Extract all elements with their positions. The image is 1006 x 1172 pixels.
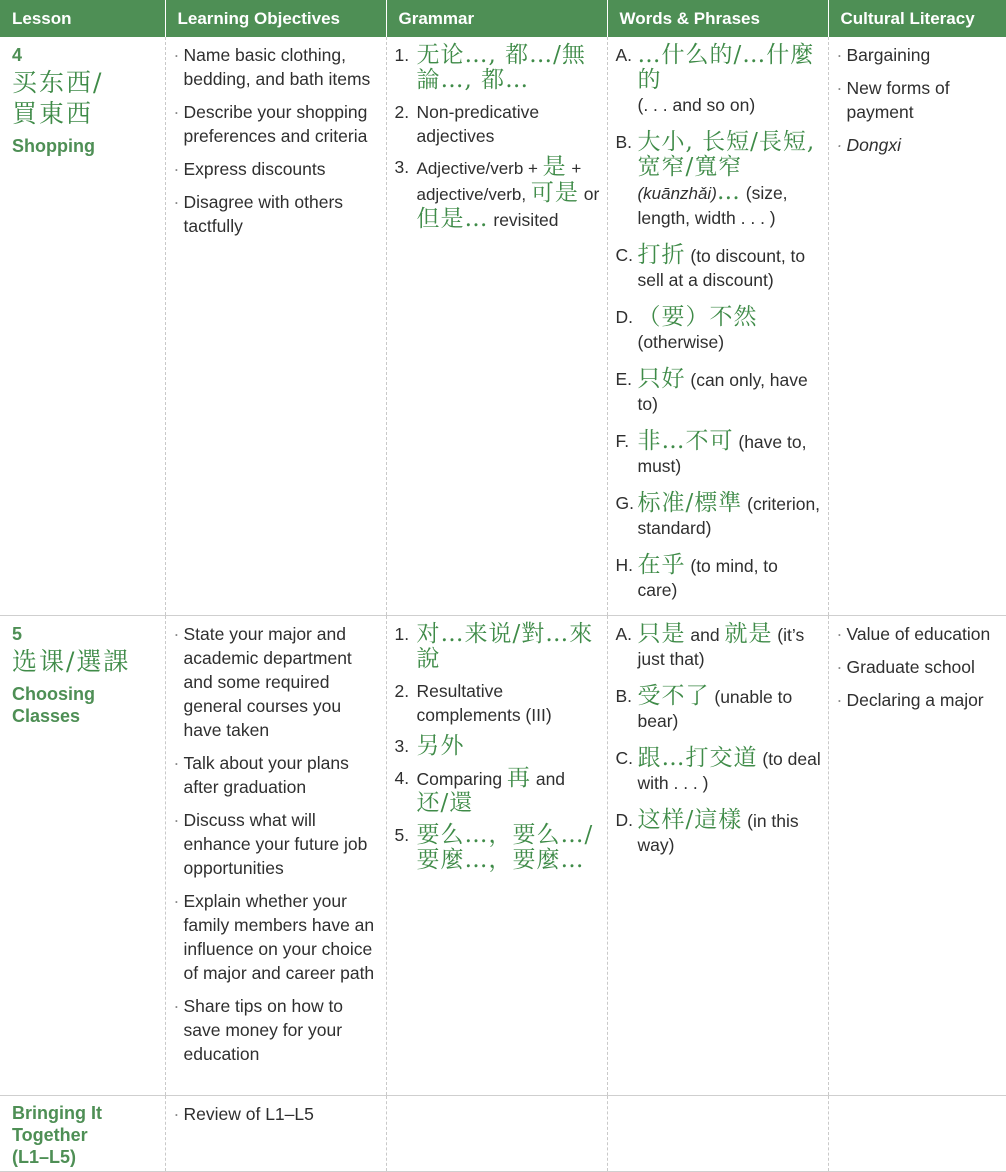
- objectives-cell: [165, 1096, 386, 1172]
- list-item: · Talk about your plans after graduation: [174, 751, 380, 799]
- lesson-chinese-title: 买东西/買東西: [12, 68, 104, 128]
- list-item: · Bargaining: [837, 43, 1001, 67]
- grammar-cell: [386, 616, 607, 1096]
- list-item: · Graduate school: [837, 655, 1001, 679]
- list-item: · State your major and academic department and some required general courses you have taken: [174, 622, 380, 742]
- lesson-number: 4: [12, 45, 23, 65]
- word-item: H. 在乎 (to mind, to care): [615, 552, 778, 600]
- word-item: C. 打折 (to discount, to sell at a discount): [615, 242, 806, 290]
- header-culture: Cultural Literacy: [828, 0, 1006, 37]
- words-cell: [607, 37, 828, 616]
- list-item: · Disagree with others tactfully: [174, 190, 380, 238]
- word-item: B. 受不了 (unable to bear): [615, 683, 793, 731]
- table-row: [0, 616, 1006, 1096]
- list-item: · Declaring a major: [837, 688, 1001, 712]
- lesson-english-title: Choosing Classes: [12, 684, 95, 726]
- grammar-item: 3. Adjective/verb + 是 + adjective/verb, 可是 or 但是… revisited: [394, 154, 600, 232]
- objectives-cell: [165, 37, 386, 616]
- list-item: · Describe your shopping preferences and criteria: [174, 100, 380, 148]
- grammar-item: 2. Resultative complements (III): [394, 681, 552, 725]
- lesson-number: 5: [12, 624, 23, 644]
- lesson-cell: [0, 1096, 165, 1172]
- list-item: · Share tips on how to save money for your education: [174, 994, 380, 1066]
- culture-cell: [828, 37, 1006, 616]
- header-objectives: Learning Objectives: [165, 0, 386, 37]
- lesson-cell: [0, 37, 165, 616]
- table-row: [0, 37, 1006, 616]
- words-cell: [607, 1096, 828, 1172]
- word-item: A. …什么的/…什麼的 (. . . and so on): [615, 42, 815, 115]
- grammar-cell: [386, 37, 607, 616]
- culture-cell: [828, 1096, 1006, 1172]
- list-item: · Dongxi: [837, 133, 1001, 157]
- words-cell: [607, 616, 828, 1096]
- lesson-english-title: Bringing It Together (L1–L5): [12, 1103, 102, 1167]
- list-item: · Discuss what will enhance your future job opportunities: [174, 808, 380, 880]
- header-row: [0, 0, 1006, 37]
- list-item: · Name basic clothing, bedding, and bath items: [174, 43, 380, 91]
- lesson-english-title: Shopping: [12, 136, 95, 156]
- objectives-cell: [165, 616, 386, 1096]
- list-item: · Explain whether your family members have an influence on your choice of major and career path: [174, 889, 380, 985]
- word-item: C. 跟…打交道 (to deal with . . . ): [615, 745, 821, 793]
- culture-cell: [828, 616, 1006, 1096]
- grammar-item: 3. 另外: [394, 733, 465, 759]
- grammar-item: 2. Non-predicative adjectives: [394, 102, 540, 146]
- word-item: D. （要）不然 (otherwise): [615, 304, 758, 352]
- word-item: D. 这样/這樣 (in this way): [615, 807, 799, 855]
- list-item: · Value of education: [837, 622, 1001, 646]
- list-item: · New forms of payment: [837, 76, 1001, 124]
- list-item: · Express discounts: [174, 157, 380, 181]
- header-grammar: Grammar: [386, 0, 607, 37]
- word-item: G. 标准/標準 (criterion, standard): [615, 490, 821, 538]
- header-words: Words & Phrases: [607, 0, 828, 37]
- word-item: B. 大小, 长短/長短, 宽窄/寬窄 (kuānzhǎi)… (size, length, width . . . ): [615, 129, 816, 228]
- grammar-cell: [386, 1096, 607, 1172]
- word-item: F. 非…不可 (have to, must): [615, 428, 807, 476]
- list-item: · Review of L1–L5: [174, 1102, 380, 1126]
- table-row: [0, 1096, 1006, 1172]
- grammar-item: 1. 无论…, 都…/無論…, 都…: [394, 42, 586, 93]
- grammar-item: 4. Comparing 再 and 还/還: [394, 765, 566, 816]
- lesson-chinese-title: 选课/選課: [12, 647, 131, 676]
- lesson-cell: [0, 616, 165, 1096]
- word-item: E. 只好 (can only, have to): [615, 366, 808, 414]
- grammar-item: 5. 要么…，要么…/要麼…，要麼…: [394, 822, 594, 873]
- header-lesson: Lesson: [0, 0, 165, 37]
- grammar-item: 1. 对…来说/對…來說: [394, 621, 594, 672]
- word-item: A. 只是 and 就是 (it’s just that): [615, 621, 805, 669]
